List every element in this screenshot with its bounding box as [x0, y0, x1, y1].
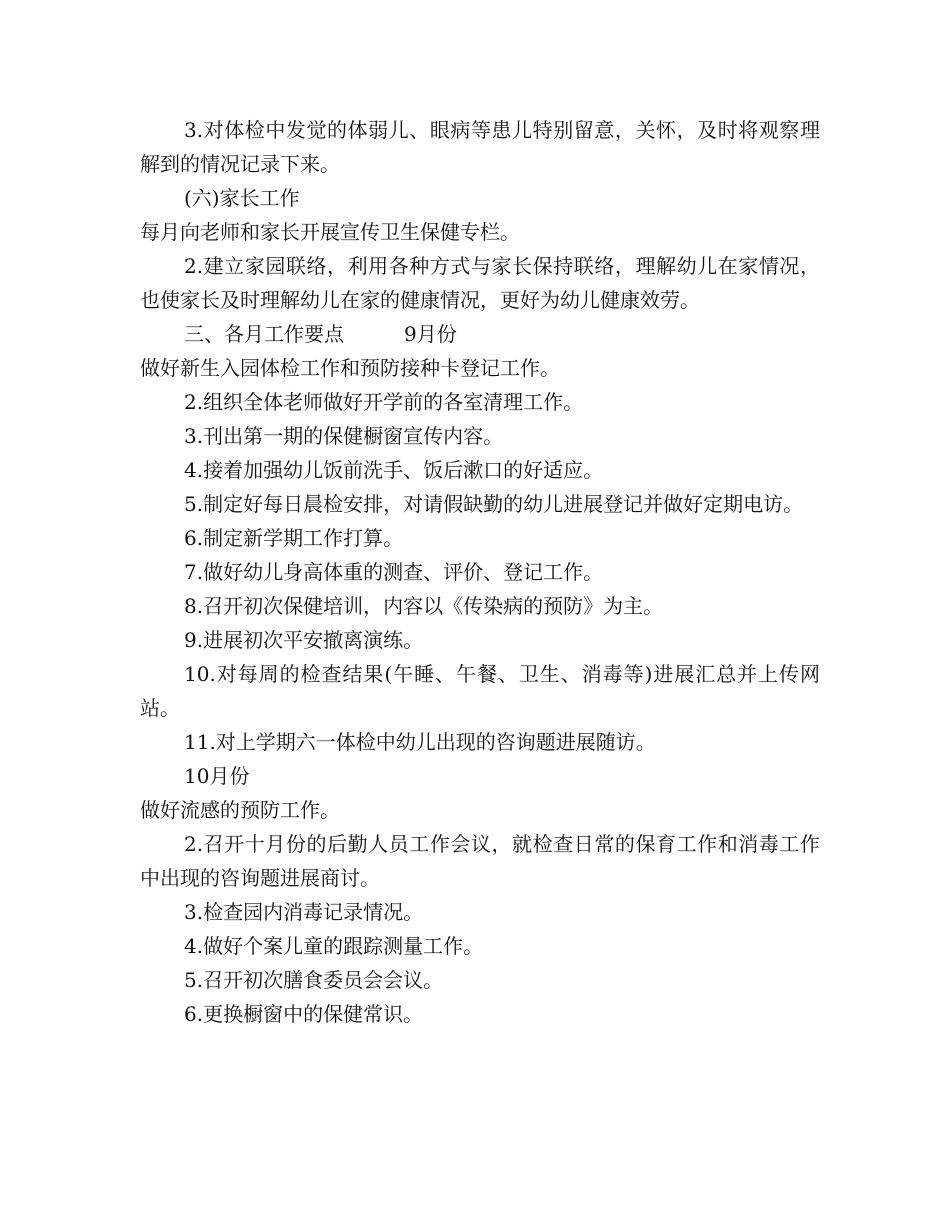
paragraph-checkup-weak-children: 3.对体检中发觉的体弱儿、眼病等患儿特别留意，关怀，及时将观察理解到的情况记录下来。: [140, 118, 820, 176]
paragraph-flu-prevention: 做好流感的预防工作。: [140, 798, 340, 822]
paragraph-home-school-contact: 2.建立家园联络，利用各种方式与家长保持联络，理解幼儿在家情况，也使家长及时理解幼儿在家的健康情况，更好为幼儿健康效劳。: [140, 254, 820, 312]
paragraph-monthly-health-column: 每月向老师和家长开展宣传卫生保健专栏。: [140, 220, 520, 244]
document-body: [140, 113, 820, 1031]
list-item-sep-3: 3.刊出第一期的保健橱窗宣传内容。: [184, 424, 504, 448]
paragraph-new-student-checkup: 做好新生入园体检工作和预防接种卡登记工作。: [140, 356, 560, 380]
list-item-oct-4: 4.做好个案儿童的跟踪测量工作。: [184, 934, 484, 958]
list-item-sep-5: 5.制定好每日晨检安排，对请假缺勤的幼儿进展登记并做好定期电访。: [184, 492, 804, 516]
list-item-oct-6: 6.更换橱窗中的保健常识。: [184, 1002, 424, 1026]
section-heading-parent-work: (六)家长工作: [184, 186, 300, 210]
list-item-sep-7: 7.做好幼儿身高体重的测查、评价、登记工作。: [184, 560, 604, 584]
section-heading-october: 10月份: [184, 764, 250, 788]
list-item-sep-8: 8.召开初次保健培训，内容以《传染病的预防》为主。: [184, 594, 664, 618]
list-item-oct-5: 5.召开初次膳食委员会会议。: [184, 968, 444, 992]
list-item-oct-3: 3.检查园内消毒记录情况。: [184, 900, 424, 924]
list-item-sep-11: 11.对上学期六一体检中幼儿出现的咨询题进展随访。: [184, 730, 656, 754]
list-item-sep-6: 6.制定新学期工作打算。: [184, 526, 404, 550]
list-item-sep-2: 2.组织全体老师做好开学前的各室清理工作。: [184, 390, 584, 414]
section-heading-monthly-points: 三、各月工作要点 9月份: [184, 322, 457, 346]
list-item-sep-10: 10.对每周的检查结果(午睡、午餐、卫生、消毒等)进展汇总并上传网站。: [140, 662, 820, 720]
list-item-oct-2: 2.召开十月份的后勤人员工作会议，就检查日常的保育工作和消毒工作中出现的咨询题进展商讨。: [140, 832, 820, 890]
list-item-sep-9: 9.进展初次平安撤离演练。: [184, 628, 424, 652]
list-item-sep-4: 4.接着加强幼儿饭前洗手、饭后漱口的好适应。: [184, 458, 604, 482]
